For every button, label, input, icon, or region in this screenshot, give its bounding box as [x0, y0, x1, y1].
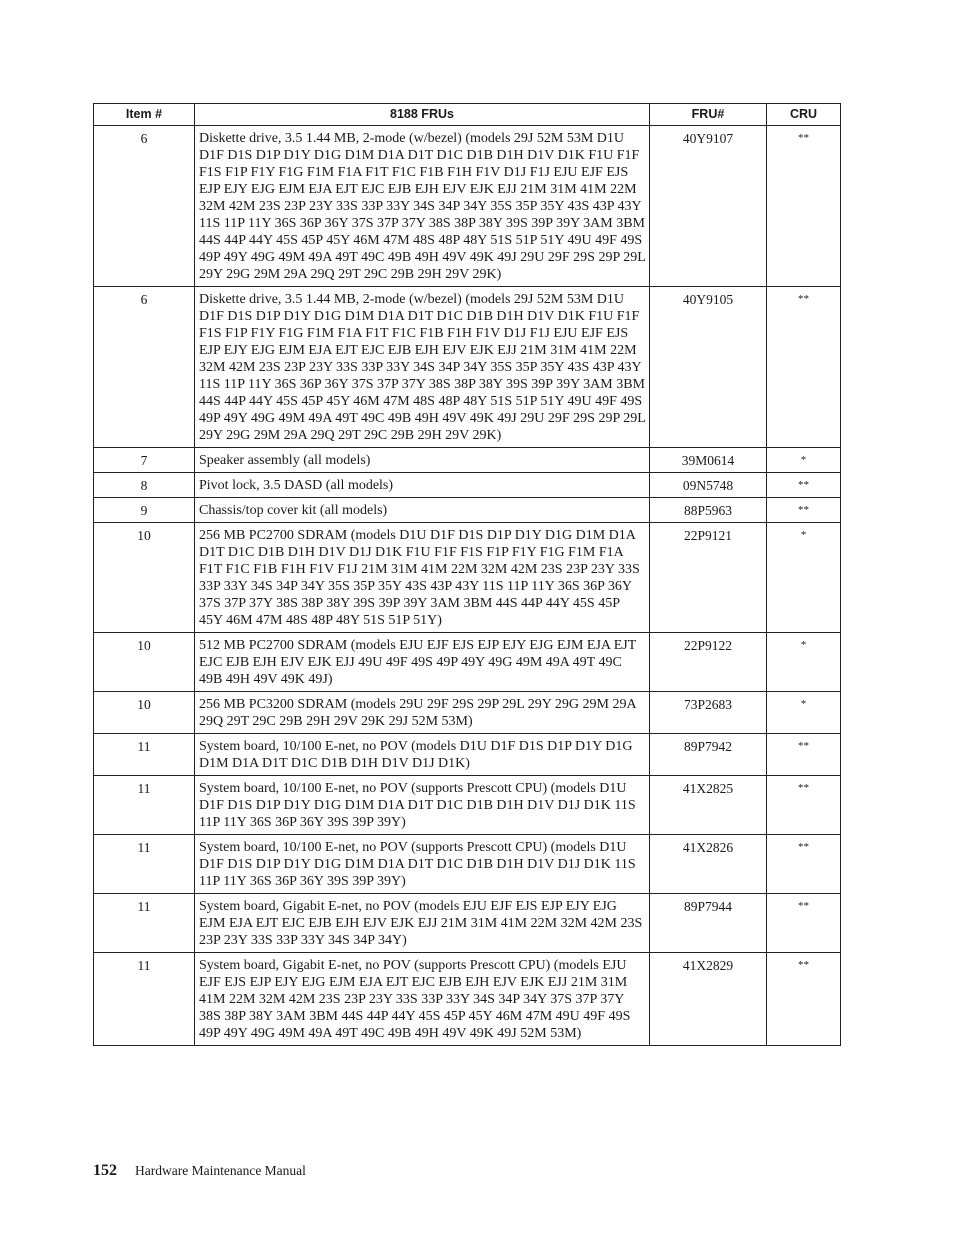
cru-value: **	[767, 126, 841, 287]
page-number: 152	[93, 1162, 117, 1179]
fru-number: 88P5963	[650, 498, 767, 523]
cru-value: **	[767, 776, 841, 835]
cru-value: **	[767, 498, 841, 523]
fru-description: 512 MB PC2700 SDRAM (models EJU EJF EJS EJP EJY EJG EJM EJA EJT EJC EJB EJH EJV EJK EJJ 49U 49F 49S 49P 49Y 49G 49M 49A 49T 49C 49B 49H 49V 49K 49J)	[195, 633, 650, 692]
fru-description: System board, Gigabit E-net, no POV (models EJU EJF EJS EJP EJY EJG EJM EJA EJT EJC EJB EJH EJV EJK EJJ 21M 31M 41M 22M 32M 42M 23S 23P 23Y 33S 33P 33Y 34S 34P 34Y)	[195, 894, 650, 953]
item-number: 10	[94, 523, 195, 633]
fru-description: System board, 10/100 E-net, no POV (supports Prescott CPU) (models D1U D1F D1S D1P D1Y D1G D1M D1A D1T D1C D1B D1H D1V D1J D1K 11S 11P 11Y 36S 36P 36Y 39S 39P 39Y)	[195, 776, 650, 835]
table-row	[94, 776, 841, 835]
fru-description: Speaker assembly (all models)	[195, 448, 650, 473]
table-row	[94, 953, 841, 1046]
cru-value: **	[767, 473, 841, 498]
table-row	[94, 498, 841, 523]
item-number: 7	[94, 448, 195, 473]
fru-number: 09N5748	[650, 473, 767, 498]
table-row	[94, 835, 841, 894]
fru-table	[93, 103, 841, 1046]
table-header-row	[94, 104, 841, 126]
item-number: 11	[94, 835, 195, 894]
item-number: 8	[94, 473, 195, 498]
header-fru-description: 8188 FRUs	[195, 104, 650, 126]
cru-value: **	[767, 894, 841, 953]
item-number: 11	[94, 894, 195, 953]
item-number: 11	[94, 734, 195, 776]
item-number: 6	[94, 287, 195, 448]
fru-number: 41X2829	[650, 953, 767, 1046]
fru-number: 22P9121	[650, 523, 767, 633]
header-fru-number: FRU#	[650, 104, 767, 126]
fru-number: 41X2825	[650, 776, 767, 835]
fru-description: Diskette drive, 3.5 1.44 MB, 2-mode (w/bezel) (models 29J 52M 53M D1U D1F D1S D1P D1Y D1G D1M D1A D1T D1C D1B D1H D1V D1K F1U F1F F1S F1P F1Y F1G F1M F1A F1T F1C F1B F1H F1V D1J F1J EJU EJF EJS EJP EJY EJG EJM EJA EJT EJC EJB EJH EJV EJK EJJ 21M 31M 41M 22M 32M 42M 23S 23P 23Y 33S 33P 33Y 34S 34P 34Y 35S 35P 35Y 43S 43P 43Y 11S 11P 11Y 36S 36P 36Y 37S 37P 37Y 38S 38P 38Y 39S 39P 39Y 3AM 3BM 44S 44P 44Y 45S 45P 45Y 46M 47M 48S 48P 48Y 51S 51P 51Y 49U 49F 49S 49P 49Y 49G 49M 49A 49T 49C 49B 49H 49V 49K 49J 29U 29F 29S 29P 29L 29Y 29G 29M 29A 29Q 29T 29C 29B 29H 29V 29K)	[195, 287, 650, 448]
fru-description: System board, Gigabit E-net, no POV (supports Prescott CPU) (models EJU EJF EJS EJP EJY EJG EJM EJA EJT EJC EJB EJH EJV EJK EJJ 21M 31M 41M 22M 32M 42M 23S 23P 23Y 33S 33P 33Y 34S 34P 34Y 37S 37P 37Y 38S 38P 38Y 3AM 3BM 44S 44P 44Y 45S 45P 45Y 46M 47M 49U 49F 49S 49P 49Y 49G 49M 49A 49T 49C 49B 49H 49V 49K 49J 52M 53M)	[195, 953, 650, 1046]
item-number: 11	[94, 953, 195, 1046]
table-row	[94, 734, 841, 776]
header-cru: CRU	[767, 104, 841, 126]
fru-number: 73P2683	[650, 692, 767, 734]
table-row	[94, 287, 841, 448]
item-number: 11	[94, 776, 195, 835]
fru-number: 40Y9105	[650, 287, 767, 448]
table-row	[94, 473, 841, 498]
table-row	[94, 633, 841, 692]
cru-value: **	[767, 734, 841, 776]
table-row	[94, 894, 841, 953]
cru-value: **	[767, 287, 841, 448]
table-row	[94, 126, 841, 287]
fru-number: 41X2826	[650, 835, 767, 894]
header-item-number: Item #	[94, 104, 195, 126]
cru-value: *	[767, 523, 841, 633]
fru-description: System board, 10/100 E-net, no POV (models D1U D1F D1S D1P D1Y D1G D1M D1A D1T D1C D1B D1H D1V D1J D1K)	[195, 734, 650, 776]
page-footer	[93, 1162, 306, 1180]
item-number: 10	[94, 633, 195, 692]
table-row	[94, 448, 841, 473]
fru-number: 40Y9107	[650, 126, 767, 287]
fru-number: 89P7944	[650, 894, 767, 953]
fru-number: 39M0614	[650, 448, 767, 473]
manual-title: Hardware Maintenance Manual	[135, 1163, 306, 1178]
table-row	[94, 692, 841, 734]
item-number: 6	[94, 126, 195, 287]
cru-value: *	[767, 692, 841, 734]
cru-value: **	[767, 953, 841, 1046]
item-number: 10	[94, 692, 195, 734]
fru-description: 256 MB PC3200 SDRAM (models 29U 29F 29S 29P 29L 29Y 29G 29M 29A 29Q 29T 29C 29B 29H 29V 29K 29J 52M 53M)	[195, 692, 650, 734]
cru-value: **	[767, 835, 841, 894]
fru-number: 22P9122	[650, 633, 767, 692]
fru-number: 89P7942	[650, 734, 767, 776]
fru-description: Chassis/top cover kit (all models)	[195, 498, 650, 523]
fru-description: System board, 10/100 E-net, no POV (supports Prescott CPU) (models D1U D1F D1S D1P D1Y D1G D1M D1A D1T D1C D1B D1H D1V D1J D1K 11S 11P 11Y 36S 36P 36Y 39S 39P 39Y)	[195, 835, 650, 894]
cru-value: *	[767, 633, 841, 692]
fru-description: Diskette drive, 3.5 1.44 MB, 2-mode (w/bezel) (models 29J 52M 53M D1U D1F D1S D1P D1Y D1G D1M D1A D1T D1C D1B D1H D1V D1K F1U F1F F1S F1P F1Y F1G F1M F1A F1T F1C F1B F1H F1V D1J F1J EJU EJF EJS EJP EJY EJG EJM EJA EJT EJC EJB EJH EJV EJK EJJ 21M 31M 41M 22M 32M 42M 23S 23P 23Y 33S 33P 33Y 34S 34P 34Y 35S 35P 35Y 43S 43P 43Y 11S 11P 11Y 36S 36P 36Y 37S 37P 37Y 38S 38P 38Y 39S 39P 39Y 3AM 3BM 44S 44P 44Y 45S 45P 45Y 46M 47M 48S 48P 48Y 51S 51P 51Y 49U 49F 49S 49P 49Y 49G 49M 49A 49T 49C 49B 49H 49V 49K 49J 29U 29F 29S 29P 29L 29Y 29G 29M 29A 29Q 29T 29C 29B 29H 29V 29K)	[195, 126, 650, 287]
table-row	[94, 523, 841, 633]
fru-description: Pivot lock, 3.5 DASD (all models)	[195, 473, 650, 498]
item-number: 9	[94, 498, 195, 523]
fru-description: 256 MB PC2700 SDRAM (models D1U D1F D1S D1P D1Y D1G D1M D1A D1T D1C D1B D1H D1V D1J D1K F1U F1F F1S F1P F1Y F1G F1M F1A F1T F1C F1B F1H F1V F1J 21M 31M 41M 22M 32M 42M 23S 23P 23Y 33S 33P 33Y 34S 34P 34Y 35S 35P 35Y 43S 43P 43Y 11S 11P 11Y 36S 36P 36Y 37S 37P 37Y 38S 38P 38Y 39S 39P 39Y 3AM 3BM 44S 44P 44Y 45S 45P 45Y 46M 47M 48S 48P 48Y 51S 51P 51Y)	[195, 523, 650, 633]
cru-value: *	[767, 448, 841, 473]
